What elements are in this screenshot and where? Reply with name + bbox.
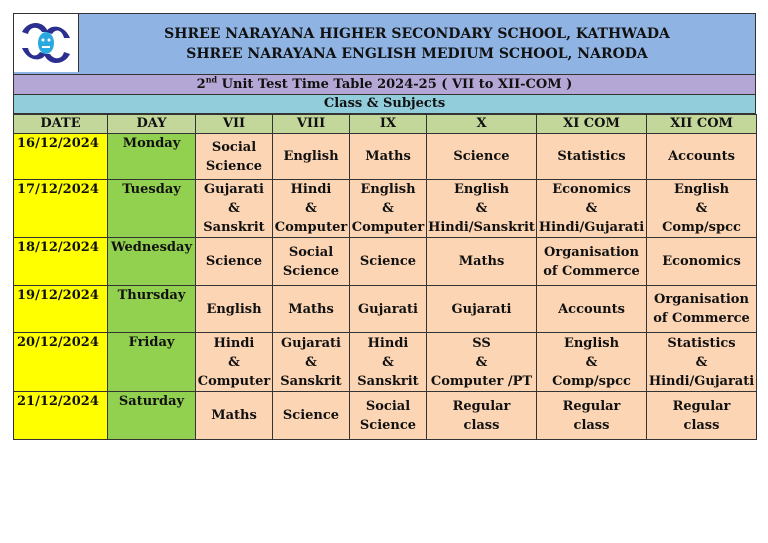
- subject-line: class: [463, 417, 500, 433]
- subject-line: English: [206, 301, 262, 317]
- column-header: XI COM: [537, 115, 647, 134]
- date-cell: 21/12/2024: [14, 392, 108, 440]
- subject-line: Sanskrit: [203, 220, 265, 235]
- day-cell: Saturday: [108, 392, 196, 440]
- timetable: [13, 114, 757, 440]
- subject-line: Computer: [197, 373, 271, 389]
- subject-line: Hindi/Gujarati: [538, 220, 645, 235]
- subject-line: Computer: [351, 220, 425, 235]
- day-cell: Wednesday: [108, 238, 196, 286]
- subject-cell: [427, 134, 537, 180]
- subject-cell: [537, 333, 647, 392]
- subject-line: English: [673, 182, 730, 197]
- column-header: IX: [350, 115, 427, 134]
- subject-cell: [196, 238, 273, 286]
- subject-cell: [647, 238, 757, 286]
- subject-cell: [273, 180, 350, 238]
- subject-cell: [427, 392, 537, 440]
- table-row: [14, 333, 757, 392]
- subject-line: Maths: [288, 301, 334, 317]
- subject-cell: [196, 134, 273, 180]
- date-cell: 20/12/2024: [14, 333, 108, 392]
- subject-line: Accounts: [558, 301, 625, 317]
- subject-line: Accounts: [668, 149, 735, 164]
- subject-cell: [350, 238, 427, 286]
- subject-cell: [537, 238, 647, 286]
- subject-cell: [273, 286, 350, 333]
- subject-line: Maths: [458, 254, 505, 269]
- subject-cell: [350, 333, 427, 392]
- subject-line: &: [475, 201, 488, 216]
- date-cell: 18/12/2024: [14, 238, 108, 286]
- subject-line: Comp/spcc: [662, 220, 741, 235]
- table-row: [14, 134, 757, 180]
- subject-line: &: [382, 354, 394, 370]
- subject-line: Social: [211, 139, 257, 155]
- subject-line: Gujarati: [451, 301, 512, 317]
- subject-line: Comp/spcc: [552, 373, 631, 389]
- subject-line: Gujarati: [358, 301, 418, 317]
- subject-line: Gujarati: [204, 182, 264, 197]
- subject-line: Hindi/Sanskrit: [428, 220, 535, 235]
- subject-line: English: [360, 182, 416, 197]
- day-cell: Friday: [108, 333, 196, 392]
- subject-cell: [537, 392, 647, 440]
- subject-line: Hindi/Gujarati: [648, 373, 755, 389]
- subject-cell: [647, 392, 757, 440]
- timetable-sheet: [13, 13, 756, 440]
- subject-line: Gujarati: [281, 335, 341, 351]
- subject-cell: [427, 238, 537, 286]
- subject-cell: [427, 333, 537, 392]
- class-subjects-heading: Class & Subjects: [13, 95, 756, 114]
- subject-line: &: [305, 201, 317, 216]
- subject-line: Regular: [452, 398, 511, 414]
- subject-line: &: [382, 201, 394, 216]
- subject-line: &: [585, 201, 598, 216]
- subject-line: &: [695, 354, 708, 370]
- subject-cell: [647, 286, 757, 333]
- subject-line: English: [453, 182, 510, 197]
- subject-line: class: [683, 417, 720, 433]
- subject-cell: [273, 238, 350, 286]
- table-row: [14, 392, 757, 440]
- subject-line: Maths: [365, 149, 411, 164]
- subject-cell: [196, 180, 273, 238]
- school-name-line1: SHREE NARAYANA HIGHER SECONDARY SCHOOL, KATHWADA: [164, 26, 670, 42]
- subject-line: Social: [288, 244, 334, 260]
- subject-line: SS: [472, 335, 491, 351]
- table-row: [14, 238, 757, 286]
- subject-cell: [647, 134, 757, 180]
- subject-cell: [350, 286, 427, 333]
- date-cell: 17/12/2024: [14, 180, 108, 238]
- subject-cell: [196, 392, 273, 440]
- subject-line: Social: [365, 398, 411, 414]
- table-row: [14, 286, 757, 333]
- subject-cell: [273, 333, 350, 392]
- subject-cell: [196, 286, 273, 333]
- school-header: [13, 13, 756, 75]
- subject-line: Hindi: [290, 182, 332, 197]
- subject-line: Sanskrit: [357, 373, 419, 389]
- subject-line: Science: [282, 408, 340, 423]
- subject-line: Science: [282, 263, 340, 279]
- column-header: X: [427, 115, 537, 134]
- subject-line: Hindi: [367, 335, 409, 351]
- subject-line: Regular: [562, 398, 621, 414]
- subject-cell: [350, 180, 427, 238]
- subject-line: Economics: [662, 254, 741, 269]
- subject-cell: [427, 286, 537, 333]
- subject-cell: [273, 134, 350, 180]
- subject-line: &: [228, 354, 240, 370]
- subject-line: English: [563, 335, 620, 351]
- subject-cell: [273, 392, 350, 440]
- date-cell: 19/12/2024: [14, 286, 108, 333]
- subject-cell: [537, 134, 647, 180]
- subject-line: of Commerce: [543, 263, 640, 279]
- subject-line: Statistics: [667, 335, 736, 351]
- subject-cell: [196, 333, 273, 392]
- school-name-line2: SHREE NARAYANA ENGLISH MEDIUM SCHOOL, NARODA: [186, 46, 648, 62]
- day-cell: Monday: [108, 134, 196, 180]
- subject-line: &: [305, 354, 317, 370]
- subject-cell: [350, 134, 427, 180]
- school-logo: [14, 14, 79, 72]
- school-titles: [79, 14, 755, 74]
- subject-line: Computer /PT: [430, 373, 533, 389]
- subject-line: Science: [205, 254, 263, 269]
- subject-line: Science: [359, 417, 417, 433]
- subject-line: Science: [359, 254, 417, 269]
- subject-line: Organisation: [544, 244, 639, 260]
- subject-cell: [647, 333, 757, 392]
- column-header: VIII: [273, 115, 350, 134]
- table-row: [14, 180, 757, 238]
- subject-line: English: [283, 149, 339, 164]
- subject-line: &: [475, 354, 488, 370]
- subject-line: Regular: [672, 398, 731, 414]
- subject-line: of Commerce: [653, 311, 750, 326]
- subject-line: &: [228, 201, 240, 216]
- subject-line: Maths: [211, 408, 257, 423]
- subject-line: Sanskrit: [280, 373, 342, 389]
- subject-line: Computer: [274, 220, 348, 235]
- subject-cell: [537, 180, 647, 238]
- subject-line: Organisation: [654, 292, 749, 307]
- subject-cell: [647, 180, 757, 238]
- column-header-row: [14, 115, 757, 134]
- subject-line: &: [585, 354, 598, 370]
- subject-line: Statistics: [557, 149, 626, 164]
- day-cell: Tuesday: [108, 180, 196, 238]
- subject-line: Science: [453, 149, 510, 164]
- subject-line: Hindi: [213, 335, 255, 351]
- exam-title: 2nd Unit Test Time Table 2024-25 ( VII to XII-COM ): [13, 75, 756, 95]
- date-cell: 16/12/2024: [14, 134, 108, 180]
- subject-line: Economics: [552, 182, 631, 197]
- subject-cell: [537, 286, 647, 333]
- column-header: XII COM: [647, 115, 757, 134]
- day-cell: Thursday: [108, 286, 196, 333]
- subject-cell: [427, 180, 537, 238]
- column-header: VII: [196, 115, 273, 134]
- subject-line: &: [695, 201, 708, 216]
- subject-line: class: [573, 417, 610, 433]
- column-header: DATE: [14, 115, 108, 134]
- subject-cell: [350, 392, 427, 440]
- column-header: DAY: [108, 115, 196, 134]
- subject-line: Science: [205, 158, 263, 174]
- school-emblem-icon: [18, 18, 74, 68]
